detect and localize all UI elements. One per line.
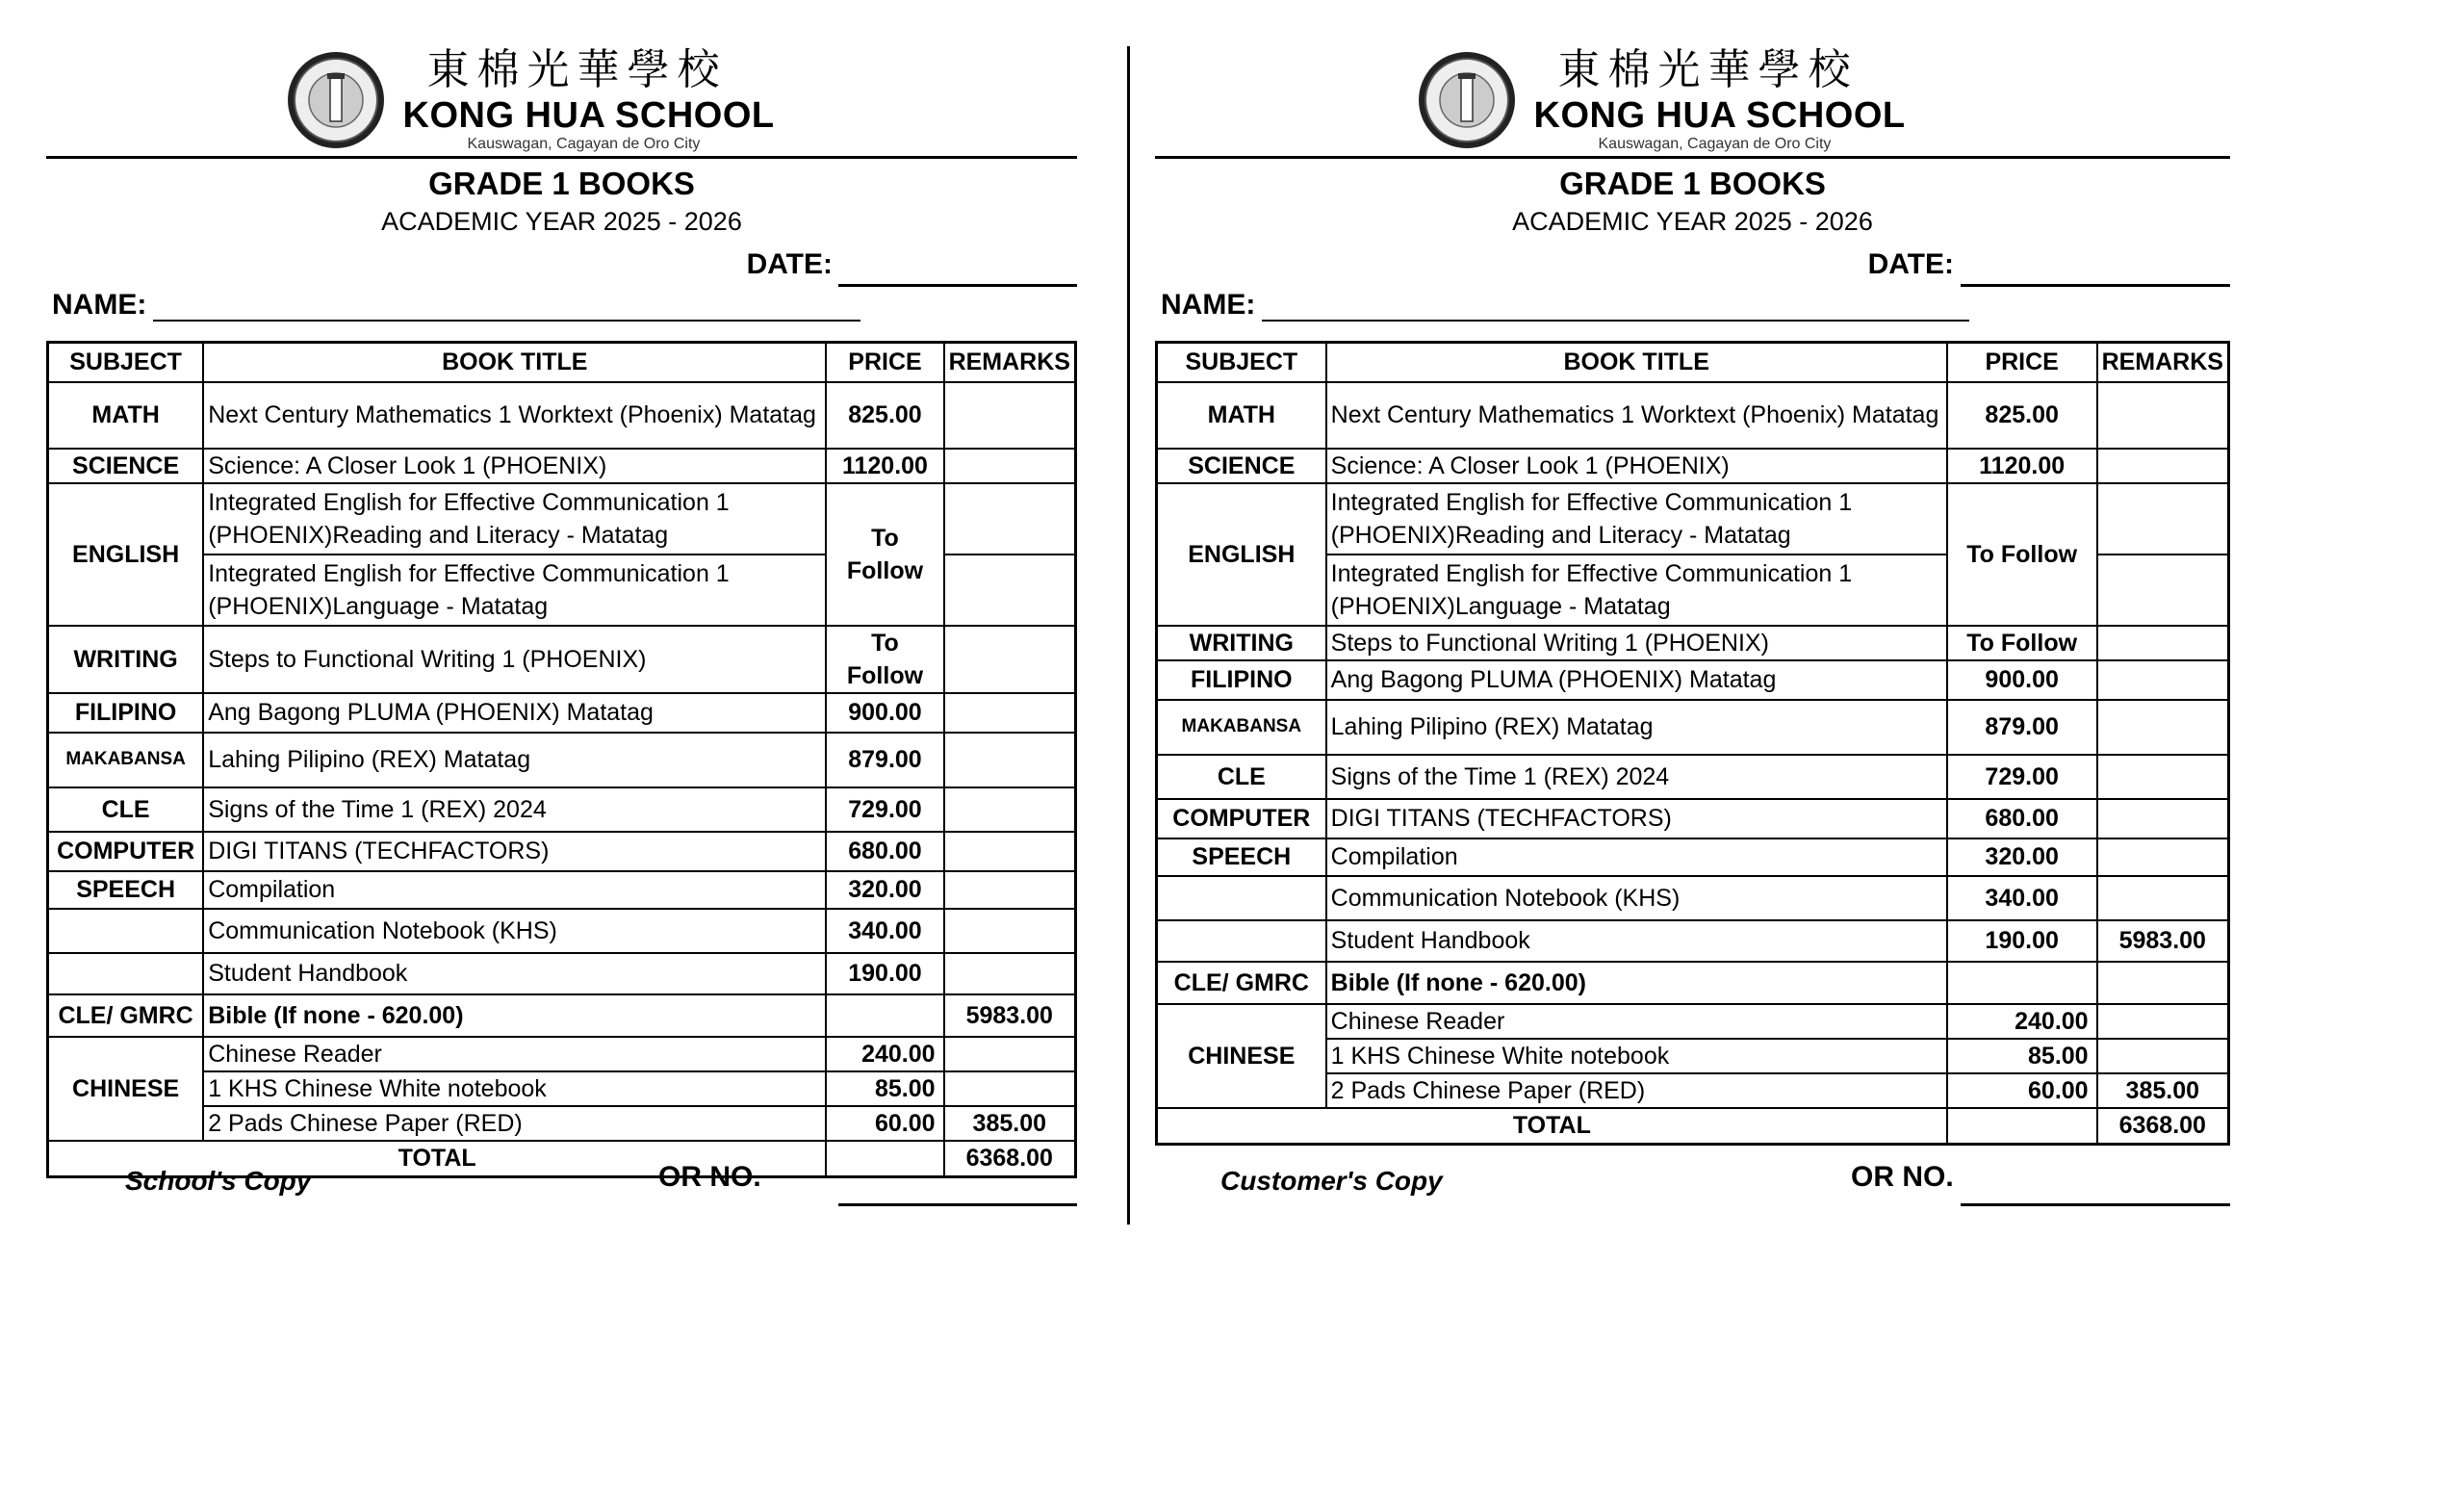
column-header: SUBJECT <box>1157 343 1326 382</box>
remarks-cell <box>944 626 1076 693</box>
subject-cell: CLE/ GMRC <box>1157 962 1326 1004</box>
book-title-cell: Integrated English for Effective Communication 1 (PHOENIX)Reading and Literacy - Matatag <box>1326 483 1947 555</box>
table-header-row <box>1157 343 2229 382</box>
date-label: DATE: <box>746 248 833 280</box>
subject-cell: WRITING <box>48 626 204 693</box>
book-title-cell: Ang Bagong PLUMA (PHOENIX) Matatag <box>1326 660 1947 700</box>
price-cell: To Follow <box>1947 626 2097 660</box>
remarks-cell <box>944 909 1076 953</box>
book-title-cell: Student Handbook <box>1326 920 1947 962</box>
remarks-cell <box>944 832 1076 871</box>
remarks-cell <box>944 483 1076 555</box>
remarks-cell: 385.00 <box>2097 1073 2229 1108</box>
remarks-cell <box>2097 660 2229 700</box>
header-rule <box>1155 156 2230 159</box>
table-row <box>1157 449 2229 483</box>
school-address: Kauswagan, Cagayan de Oro City <box>467 136 701 152</box>
subject-cell: MATH <box>48 382 204 449</box>
book-title-cell: Communication Notebook (KHS) <box>203 909 826 953</box>
total-row <box>1157 1108 2229 1145</box>
column-header: SUBJECT <box>48 343 204 382</box>
name-field[interactable] <box>153 320 860 322</box>
customer-copy-form <box>1155 0 2230 1251</box>
date-field[interactable] <box>838 284 1077 287</box>
table-row <box>48 1037 1076 1071</box>
subject-cell: MAKABANSA <box>1157 700 1326 755</box>
or-number-label: OR NO. <box>1851 1161 1954 1193</box>
form-title: GRADE 1 BOOKS <box>1559 166 1826 201</box>
price-cell: 680.00 <box>826 832 943 871</box>
subject-cell: SCIENCE <box>1157 449 1326 483</box>
book-title-cell: Signs of the Time 1 (REX) 2024 <box>1326 755 1947 799</box>
book-title-cell: 1 KHS Chinese White notebook <box>203 1071 826 1106</box>
table-row <box>48 953 1076 994</box>
table-row <box>48 871 1076 909</box>
book-title-cell: Integrated English for Effective Communication 1 (PHOENIX)Reading and Literacy - Matatag <box>203 483 826 555</box>
book-title-cell: Lahing Pilipino (REX) Matatag <box>1326 700 1947 755</box>
price-cell: 60.00 <box>826 1106 943 1141</box>
remarks-cell <box>944 1037 1076 1071</box>
subject-cell <box>48 953 204 994</box>
remarks-cell <box>944 555 1076 626</box>
book-title-cell: 1 KHS Chinese White notebook <box>1326 1039 1947 1073</box>
remarks-cell <box>2097 382 2229 449</box>
school-address: Kauswagan, Cagayan de Oro City <box>1598 136 1832 152</box>
school-chinese-name: 東棉光華學校 <box>1557 45 1859 94</box>
remarks-cell <box>944 953 1076 994</box>
price-cell: 320.00 <box>826 871 943 909</box>
book-title-cell: DIGI TITANS (TECHFACTORS) <box>1326 799 1947 838</box>
book-title-cell: Steps to Functional Writing 1 (PHOENIX) <box>1326 626 1947 660</box>
subject-cell: CLE/ GMRC <box>48 994 204 1037</box>
table-row <box>1157 838 2229 876</box>
book-title-cell: Chinese Reader <box>1326 1004 1947 1039</box>
book-title-cell: Bible (If none - 620.00) <box>1326 962 1947 1004</box>
school-seal-logo <box>1414 50 1520 150</box>
book-title-cell: Compilation <box>203 871 826 909</box>
price-cell: To Follow <box>826 483 943 626</box>
total-amount: 6368.00 <box>2097 1108 2229 1145</box>
table-row <box>48 909 1076 953</box>
subject-cell: CLE <box>48 787 204 832</box>
price-cell: 1120.00 <box>826 449 943 483</box>
table-row <box>1157 483 2229 555</box>
school-name: KONG HUA SCHOOL <box>1533 95 1906 136</box>
book-title-cell: Student Handbook <box>203 953 826 994</box>
price-cell: 320.00 <box>1947 838 2097 876</box>
copy-label: Customer's Copy <box>1220 1166 1443 1196</box>
table-header-row <box>48 343 1076 382</box>
book-title-cell: Signs of the Time 1 (REX) 2024 <box>203 787 826 832</box>
school-copy-form <box>46 0 1077 1251</box>
subject-cell: MAKABANSA <box>48 733 204 787</box>
remarks-cell <box>2097 626 2229 660</box>
price-cell: 879.00 <box>1947 700 2097 755</box>
academic-year: ACADEMIC YEAR 2025 - 2026 <box>381 207 742 236</box>
remarks-cell <box>944 733 1076 787</box>
remarks-cell <box>2097 483 2229 555</box>
price-cell: 825.00 <box>826 382 943 449</box>
name-field[interactable] <box>1262 320 1969 322</box>
subject-cell: FILIPINO <box>48 693 204 733</box>
book-title-cell: DIGI TITANS (TECHFACTORS) <box>203 832 826 871</box>
book-title-cell: Lahing Pilipino (REX) Matatag <box>203 733 826 787</box>
remarks-cell <box>944 693 1076 733</box>
school-logo <box>1414 46 1972 154</box>
table-row <box>1157 382 2229 449</box>
column-header: BOOK TITLE <box>203 343 826 382</box>
remarks-cell <box>2097 555 2229 626</box>
column-header: REMARKS <box>944 343 1076 382</box>
subject-cell: FILIPINO <box>1157 660 1326 700</box>
subject-cell: SCIENCE <box>48 449 204 483</box>
table-row <box>48 733 1076 787</box>
book-title-cell: Science: A Closer Look 1 (PHOENIX) <box>203 449 826 483</box>
column-header: PRICE <box>1947 343 2097 382</box>
school-seal-logo <box>283 50 389 150</box>
copy-label: School's Copy <box>125 1166 312 1196</box>
price-cell: 1120.00 <box>1947 449 2097 483</box>
academic-year: ACADEMIC YEAR 2025 - 2026 <box>1512 207 1873 236</box>
remarks-cell: 5983.00 <box>944 994 1076 1037</box>
remarks-cell: 5983.00 <box>2097 920 2229 962</box>
subject-cell: WRITING <box>1157 626 1326 660</box>
price-cell: 729.00 <box>826 787 943 832</box>
total-label: TOTAL <box>1157 1108 1947 1145</box>
date-label: DATE: <box>1867 248 1954 280</box>
subject-cell: CHINESE <box>1157 1004 1326 1108</box>
price-cell: To Follow <box>826 626 943 693</box>
table-row <box>1157 626 2229 660</box>
price-cell: 190.00 <box>1947 920 2097 962</box>
total-price-cell <box>826 1141 943 1177</box>
table-row <box>48 449 1076 483</box>
column-header: PRICE <box>826 343 943 382</box>
school-name: KONG HUA SCHOOL <box>402 95 775 136</box>
price-cell: 340.00 <box>1947 876 2097 920</box>
price-cell <box>826 994 943 1037</box>
book-title-cell: Chinese Reader <box>203 1037 826 1071</box>
subject-cell: MATH <box>1157 382 1326 449</box>
book-title-cell: Integrated English for Effective Communication 1 (PHOENIX)Language - Matatag <box>1326 555 1947 626</box>
price-cell: 85.00 <box>1947 1039 2097 1073</box>
table-row <box>1157 920 2229 962</box>
table-row <box>1157 962 2229 1004</box>
school-logo <box>283 46 841 154</box>
price-cell: 190.00 <box>826 953 943 994</box>
table-row <box>1157 700 2229 755</box>
subject-cell: COMPUTER <box>1157 799 1326 838</box>
book-title-cell: Next Century Mathematics 1 Worktext (Phoenix) Matatag <box>203 382 826 449</box>
remarks-cell <box>2097 799 2229 838</box>
subject-cell <box>1157 876 1326 920</box>
subject-cell: ENGLISH <box>1157 483 1326 626</box>
or-number-label: OR NO. <box>658 1161 761 1193</box>
remarks-cell <box>2097 755 2229 799</box>
subject-cell: ENGLISH <box>48 483 204 626</box>
table-row <box>48 626 1076 693</box>
remarks-cell <box>944 871 1076 909</box>
book-title-cell: Compilation <box>1326 838 1947 876</box>
subject-cell: CHINESE <box>48 1037 204 1141</box>
book-title-cell: Steps to Functional Writing 1 (PHOENIX) <box>203 626 826 693</box>
name-label: NAME: <box>1161 289 1256 321</box>
table-row <box>48 832 1076 871</box>
column-header: REMARKS <box>2097 343 2229 382</box>
remarks-cell <box>2097 449 2229 483</box>
price-cell: 729.00 <box>1947 755 2097 799</box>
table-row <box>48 994 1076 1037</box>
remarks-cell <box>2097 962 2229 1004</box>
price-cell: 879.00 <box>826 733 943 787</box>
price-cell: 85.00 <box>826 1071 943 1106</box>
remarks-cell <box>2097 838 2229 876</box>
remarks-cell <box>2097 1004 2229 1039</box>
column-header: BOOK TITLE <box>1326 343 1947 382</box>
table-row <box>1157 1004 2229 1039</box>
or-number-field[interactable] <box>1961 1203 2230 1206</box>
school-chinese-name: 東棉光華學校 <box>426 45 728 94</box>
book-title-cell: Ang Bagong PLUMA (PHOENIX) Matatag <box>203 693 826 733</box>
remarks-cell <box>2097 700 2229 755</box>
subject-cell: SPEECH <box>1157 838 1326 876</box>
name-label: NAME: <box>52 289 147 321</box>
book-title-cell: Next Century Mathematics 1 Worktext (Phoenix) Matatag <box>1326 382 1947 449</box>
table-row <box>48 483 1076 555</box>
total-label: TOTAL <box>48 1141 827 1177</box>
price-cell: 900.00 <box>1947 660 2097 700</box>
total-amount: 6368.00 <box>944 1141 1076 1177</box>
book-title-cell: Science: A Closer Look 1 (PHOENIX) <box>1326 449 1947 483</box>
book-title-cell: 2 Pads Chinese Paper (RED) <box>1326 1073 1947 1108</box>
or-number-field[interactable] <box>838 1203 1077 1206</box>
remarks-cell <box>2097 1039 2229 1073</box>
remarks-cell <box>944 382 1076 449</box>
table-row <box>1157 876 2229 920</box>
subject-cell: SPEECH <box>48 871 204 909</box>
price-cell: 340.00 <box>826 909 943 953</box>
price-cell: 240.00 <box>1947 1004 2097 1039</box>
price-cell: 680.00 <box>1947 799 2097 838</box>
table-row <box>1157 660 2229 700</box>
remarks-cell <box>944 449 1076 483</box>
price-cell: To Follow <box>1947 483 2097 626</box>
copy-divider <box>1127 46 1130 1225</box>
price-cell: 825.00 <box>1947 382 2097 449</box>
table-row <box>48 382 1076 449</box>
book-title-cell: 2 Pads Chinese Paper (RED) <box>203 1106 826 1141</box>
subject-cell <box>48 909 204 953</box>
remarks-cell: 385.00 <box>944 1106 1076 1141</box>
table-row <box>48 787 1076 832</box>
subject-cell: COMPUTER <box>48 832 204 871</box>
date-field[interactable] <box>1961 284 2230 287</box>
subject-cell <box>1157 920 1326 962</box>
books-table <box>46 341 1077 1178</box>
price-cell <box>1947 962 2097 1004</box>
price-cell: 240.00 <box>826 1037 943 1071</box>
table-row <box>1157 799 2229 838</box>
book-title-cell: Communication Notebook (KHS) <box>1326 876 1947 920</box>
remarks-cell <box>944 787 1076 832</box>
table-row <box>48 693 1076 733</box>
subject-cell: CLE <box>1157 755 1326 799</box>
books-table <box>1155 341 2230 1146</box>
book-title-cell: Integrated English for Effective Communication 1 (PHOENIX)Language - Matatag <box>203 555 826 626</box>
remarks-cell <box>944 1071 1076 1106</box>
remarks-cell <box>2097 876 2229 920</box>
price-cell: 60.00 <box>1947 1073 2097 1108</box>
book-title-cell: Bible (If none - 620.00) <box>203 994 826 1037</box>
header-rule <box>46 156 1077 159</box>
table-row <box>1157 755 2229 799</box>
total-price-cell <box>1947 1108 2097 1145</box>
price-cell: 900.00 <box>826 693 943 733</box>
form-title: GRADE 1 BOOKS <box>428 166 695 201</box>
